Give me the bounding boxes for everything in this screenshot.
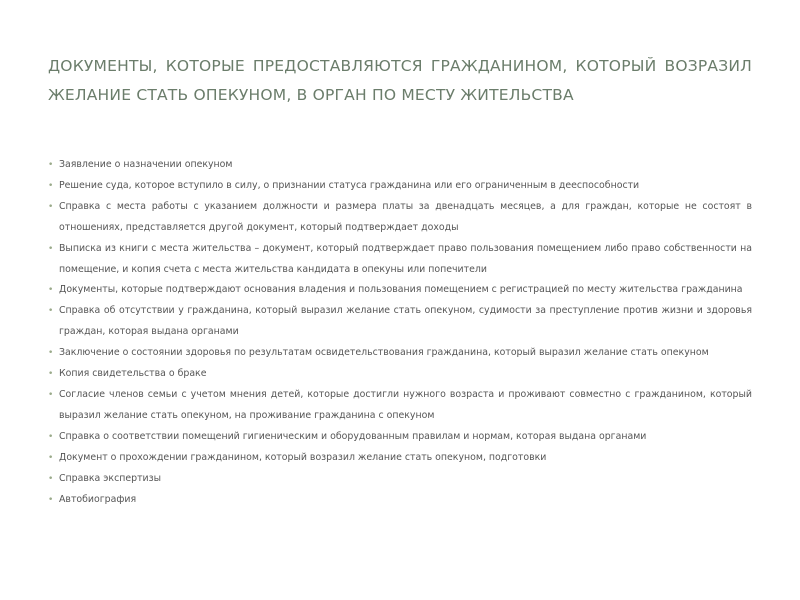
- bullet-icon: •: [48, 348, 54, 359]
- list-item: [48, 176, 752, 197]
- bullet-icon: •: [48, 473, 54, 484]
- list-item: [48, 280, 752, 301]
- list-item: [48, 469, 752, 490]
- bullet-icon: •: [48, 306, 54, 317]
- list-item-text: Справка экспертизы: [59, 472, 162, 484]
- list-item-text: Решение суда, которое вступило в силу, о признании статуса гражданина или его ограниченным в дееспособности: [59, 179, 640, 191]
- list-item-text: Копия свидетельства о браке: [59, 368, 207, 380]
- list-item-text: Справка об отсутствии у гражданина, который выразил желание стать опекуном, судимости за преступление против жизни и здоровья граждан, которая выдана органами: [59, 305, 752, 338]
- bullet-icon: •: [48, 201, 54, 212]
- bullet-icon: •: [48, 160, 54, 170]
- list-item-text: Согласие членов семьи с учетом мнения детей, которые достигли нужного возраста и проживают совместно с гражданином, который выразил желание стать опекуном, на проживание гражданина с опекуном: [59, 388, 752, 421]
- list-item-text: Автобиография: [59, 493, 137, 505]
- list-item-text: Документ о прохождении гражданином, который возразил желание стать опекуном, подготовки: [59, 451, 547, 463]
- bullet-icon: •: [48, 369, 54, 380]
- slide-title: ДОКУМЕНТЫ, КОТОРЫЕ ПРЕДОСТАВЛЯЮТСЯ ГРАЖДАНИНОМ, КОТОРЫЙ ВОЗРАЗИЛ ЖЕЛАНИЕ СТАТЬ ОПЕКУНОМ, В ОРГАН ПО МЕСТУ ЖИТЕЛЬСТВА: [48, 57, 752, 104]
- list-item: [48, 490, 752, 511]
- bullet-icon: •: [48, 431, 54, 442]
- list-item: [48, 239, 752, 281]
- bullet-icon: •: [48, 389, 54, 400]
- list-item-text: Выписка из книги с места жительства – документ, который подтверждает право пользования помещением либо право собственности на помещение, и копия счета с места жительства кандидата в опекуны или попечители: [59, 242, 752, 275]
- list-item-text: Справка с места работы с указанием должности и размера платы за двенадцать месяцев, а для граждан, которые не состоят в отношениях, представляется другой документ, который подтверждает доходы: [59, 200, 752, 233]
- list-item-text: Заявление о назначении опекуном: [59, 159, 233, 170]
- list-item-text: Заключение о состоянии здоровья по результатам освидетельствования гражданина, который выразил желание стать опекуном: [59, 347, 709, 359]
- list-item: [48, 448, 752, 469]
- list-item: [48, 343, 752, 364]
- list-item-text: Справка о соответствии помещений гигиеническим и оборудованным правилам и нормам, которая выдана органами: [59, 430, 647, 442]
- bullet-icon: •: [48, 494, 54, 505]
- list-item: [48, 155, 752, 176]
- bullet-icon: •: [48, 180, 54, 191]
- list-item: [48, 364, 752, 385]
- list-item-text: Документы, которые подтверждают основания владения и пользования помещением с регистрацией по месту жительства гражданина: [59, 284, 743, 296]
- list-item: [48, 427, 752, 448]
- list-item: [48, 301, 752, 343]
- bullet-icon: •: [48, 452, 54, 463]
- bullet-icon: •: [48, 285, 54, 296]
- list-item: [48, 385, 752, 427]
- document-list: [48, 155, 752, 510]
- list-item: [48, 197, 752, 239]
- bullet-icon: •: [48, 243, 54, 254]
